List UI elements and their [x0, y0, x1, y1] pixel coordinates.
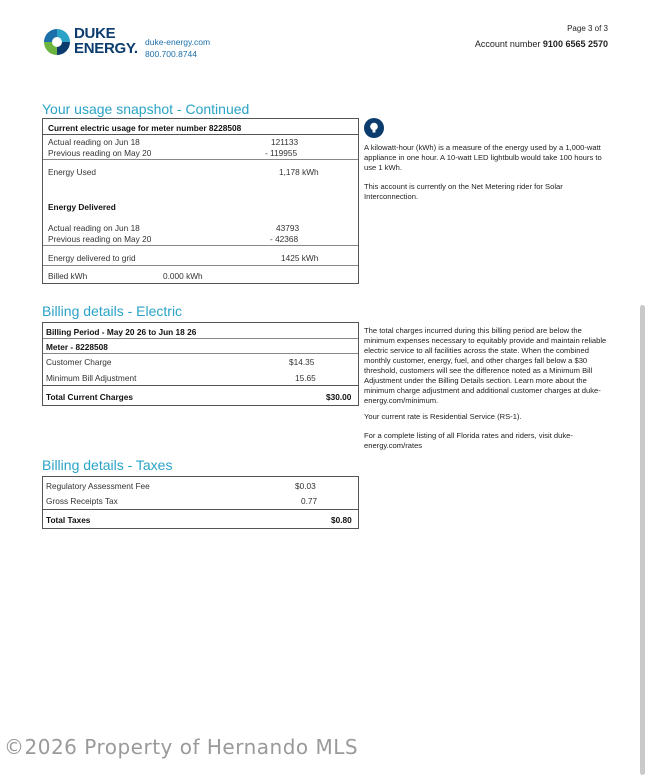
minimum-bill-value: 15.65 [295, 373, 316, 383]
billed-kwh-label: Billed kWh [48, 271, 88, 281]
divider [43, 245, 358, 246]
billing-electric-box [42, 322, 359, 406]
billing-taxes-box [42, 476, 359, 529]
account-number: 9100 6565 2570 [542, 39, 608, 49]
meter-heading: Current electric usage for meter number 8228508 [48, 123, 242, 133]
divider [43, 353, 358, 354]
account-number-line [475, 39, 608, 49]
delivered-grid-label: Energy delivered to grid [48, 253, 136, 263]
minimum-bill-label: Minimum Bill Adjustment [46, 373, 137, 383]
delivered-previous-label: Previous reading on May 20 [48, 234, 152, 244]
logo-line2: ENERGY. [74, 40, 138, 57]
total-taxes-label: Total Taxes [46, 515, 91, 525]
total-current-charges-value: $30.00 [326, 392, 352, 402]
customer-charge-label: Customer Charge [46, 357, 112, 367]
regulatory-fee-label: Regulatory Assessment Fee [46, 481, 150, 491]
divider [43, 385, 358, 386]
account-label: Account number [474, 39, 541, 49]
meter-number: Meter - 8228508 [46, 342, 108, 352]
minimum-charges-note: The total charges incurred during this billing period are below the minimum expenses necessary to equitably provide and maintain reliable electric service to all facilities across the state. When the combined monthly customer, energy, fuel, and other charges fall below a $30 threshold, customers will see the difference noted as a Minimum Bill Adjustment under the Billing Details section. Learn more about the minimum charge adjustment and additional customer charges at duke- energy.com/minimum. [364, 326, 607, 405]
energy-used-value: 1,178 kWh [279, 167, 319, 177]
billing-period: Billing Period - May 20 26 to Jun 18 26 [46, 327, 197, 337]
customer-charge-value: $14.35 [289, 357, 315, 367]
divider [43, 159, 358, 160]
actual-reading-label: Actual reading on Jun 18 [48, 137, 140, 147]
regulatory-fee-value: $0.03 [295, 481, 316, 491]
logo-text [74, 26, 138, 56]
logo-line1: DUKE [74, 25, 116, 42]
net-metering-note: This account is currently on the Net Metering rider for Solar Interconnection. [364, 182, 563, 201]
usage-snapshot-title: Your usage snapshot - Continued [42, 101, 250, 117]
duke-energy-logo-icon [42, 27, 72, 57]
divider [43, 265, 358, 266]
delivered-actual-label: Actual reading on Jun 18 [48, 223, 140, 233]
website-link[interactable]: duke-energy.com [145, 37, 211, 47]
delivered-grid-value: 1425 kWh [281, 253, 319, 263]
billed-kwh-value: 0.000 kWh [163, 271, 203, 281]
current-rate-note: Your current rate is Residential Service (RS-1). [364, 412, 522, 421]
contact-info [145, 36, 210, 60]
energy-used-label: Energy Used [48, 167, 96, 177]
page-number: Page 3 of 3 [567, 24, 608, 33]
billing-electric-title: Billing details - Electric [42, 303, 183, 319]
gross-receipts-label: Gross Receipts Tax [46, 496, 118, 506]
divider [43, 338, 358, 339]
usage-snapshot-box [42, 118, 359, 284]
delivered-actual-value: 43793 [276, 223, 300, 233]
total-taxes-value: $0.80 [331, 515, 352, 525]
billing-taxes-title: Billing details - Taxes [42, 457, 173, 473]
kwh-note: A kilowatt-hour (kWh) is a measure of the energy used by a 1,000-watt appliance in one hour. A 10-watt LED lightbulb would take 100 hours to use 1 kWh. [364, 143, 602, 172]
scrollbar[interactable] [640, 305, 645, 775]
mls-watermark: ©2026 Property of Hernando MLS [4, 735, 359, 759]
rates-listing-note: For a complete listing of all Florida rates and riders, visit duke-energy.com/rates [364, 431, 573, 450]
previous-reading-label: Previous reading on May 20 [48, 148, 152, 158]
previous-reading-value: - 119955 [265, 148, 298, 158]
phone-number: 800.700.8744 [145, 49, 197, 59]
total-current-charges-label: Total Current Charges [46, 392, 133, 402]
lightbulb-icon [364, 118, 384, 138]
gross-receipts-value: 0.77 [301, 496, 318, 506]
energy-delivered-heading: Energy Delivered [48, 202, 116, 212]
divider [43, 509, 358, 510]
delivered-previous-value: - 42368 [270, 234, 299, 244]
divider [43, 134, 358, 135]
actual-reading-value: 121133 [271, 137, 299, 147]
